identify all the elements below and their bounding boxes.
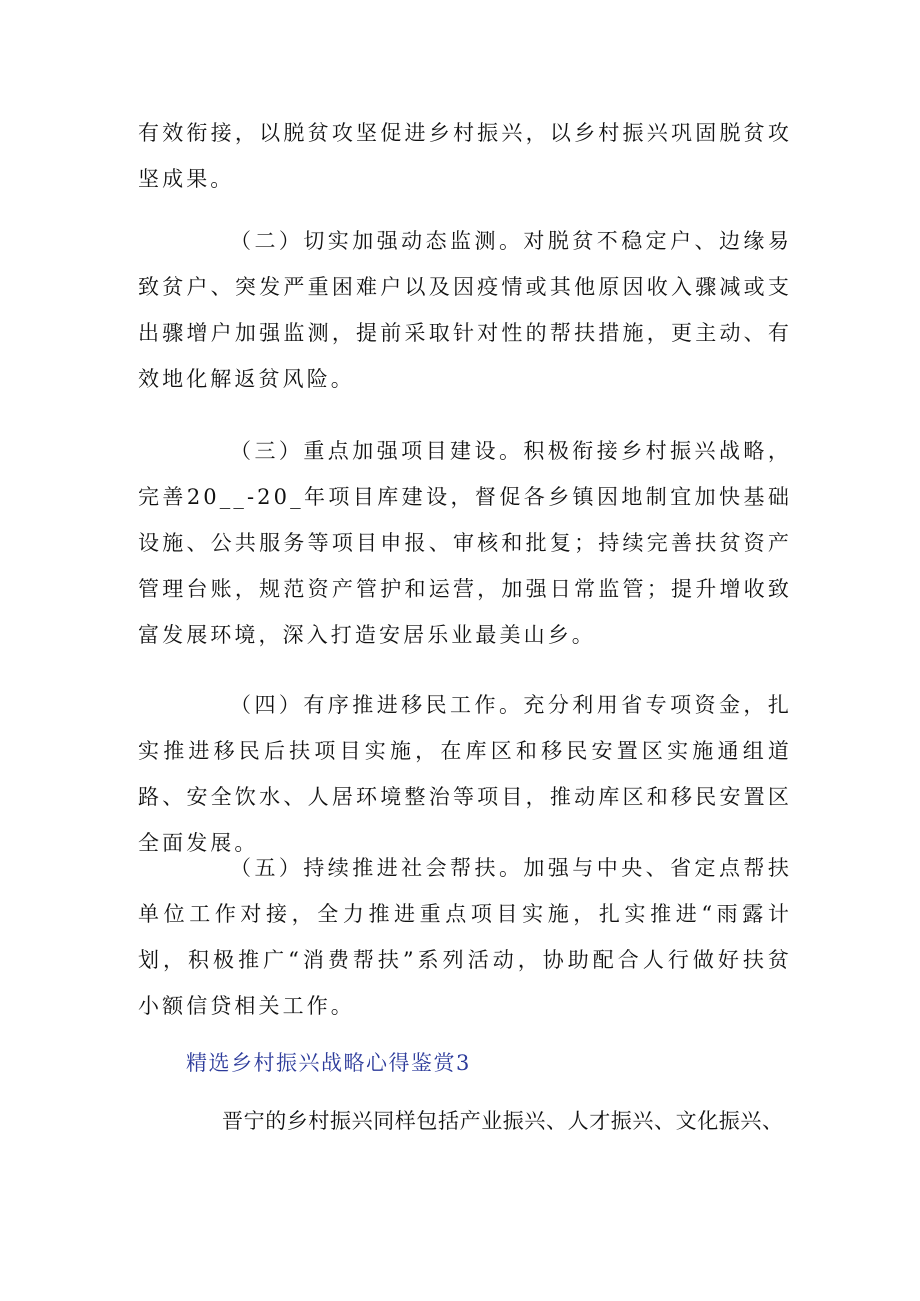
paragraph-project-construction: （三）重点加强项目建设。积极衔接乡村振兴战略，完善20__-20_年项目库建设，督促各乡镇因地制宜加快基础设施、公共服务等项目申报、审核和批复；持续完善扶贫资产管理台账，规范资产管护和运营，加强日常监管；提升增收致富发展环境，深入打造安居乐业最美山乡。 [138,439,792,647]
paragraph-dynamic-monitoring: （二）切实加强动态监测。对脱贫不稳定户、边缘易致贫户、突发严重困难户以及因疫情或其他原因收入骤减或支出骤增户加强监测，提前采取针对性的帮扶措施，更主动、有效地化解返贫风险。 [138,229,792,391]
paragraph-social-assistance: （五）持续推进社会帮扶。加强与中央、省定点帮扶单位工作对接，全力推进重点项目实施，扎实推进“雨露计划，积极推广“消费帮扶”系列活动，协助配合人行做好扶贫小额信贷相关工作。 [138,856,792,1018]
paragraph-migration-work: （四）有序推进移民工作。充分利用省专项资金，扎实推进移民后扶项目实施，在库区和移民安置区实施通组道路、安全饮水、人居环境整治等项目，推动库区和移民安置区全面发展。 [138,693,792,855]
paragraph-continuation: 有效衔接，以脱贫攻坚促进乡村振兴，以乡村振兴巩固脱贫攻坚成果。 [138,121,792,191]
section-heading: 精选乡村振兴战略心得鉴赏3 [186,1051,471,1075]
paragraph-jinning-intro: 晋宁的乡村振兴同样包括产业振兴、人才振兴、文化振兴、 [222,1109,784,1133]
